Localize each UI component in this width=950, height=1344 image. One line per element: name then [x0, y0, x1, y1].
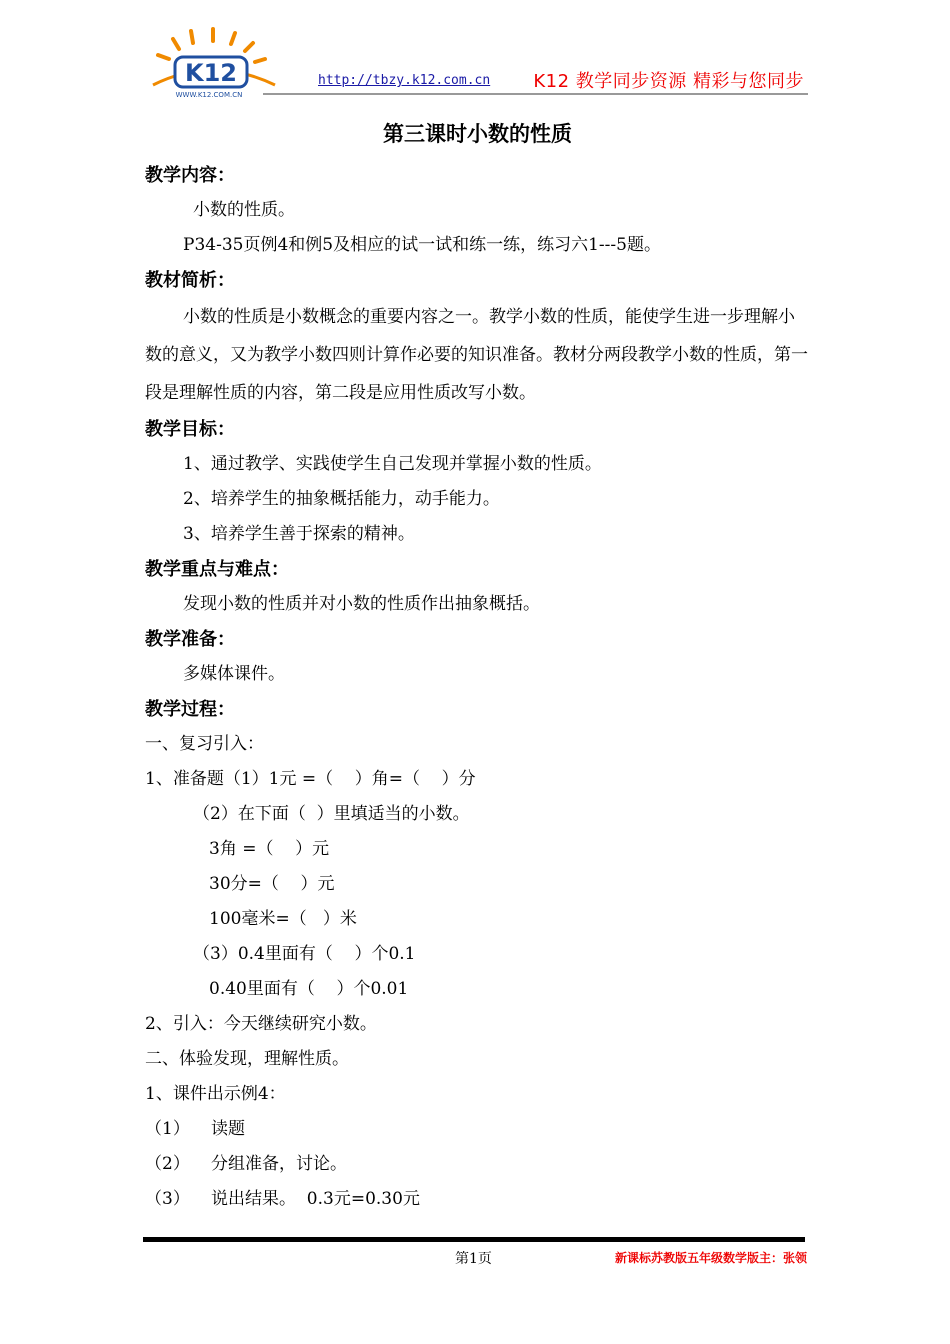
keypoint-text: 发现小数的性质并对小数的性质作出抽象概括。	[183, 594, 540, 614]
list-item-text: 分组准备，讨论。	[211, 1154, 347, 1174]
page-number: 第1页	[455, 1251, 492, 1267]
question-2c: 100毫米=（ ）米	[209, 909, 357, 929]
question-3: （3）0.4里面有（ ）个0.1	[193, 944, 416, 964]
process-part-2: 二、体验发现，理解性质。	[145, 1049, 349, 1069]
header-slogan: K12 教学同步资源 精彩与您同步	[533, 71, 804, 92]
list-item-number: （1）	[145, 1119, 190, 1139]
heading-analysis: 教材简析：	[145, 270, 235, 291]
list-item	[145, 1112, 810, 1147]
list-item-number: （2）	[145, 1154, 190, 1174]
list-item-text: 说出结果。 0.3元=0.30元	[211, 1189, 420, 1209]
heading-keypoints: 教学重点与难点：	[145, 559, 289, 580]
list-item	[145, 1182, 810, 1217]
header-url-link[interactable]: http://tbzy.k12.com.cn	[318, 73, 491, 88]
preparation-text: 多媒体课件。	[183, 664, 285, 684]
document-title: 第三课时小数的性质	[383, 122, 572, 146]
footer-note: 新课标苏教版五年级数学版主：张领	[614, 1251, 807, 1265]
k12-logo	[143, 25, 278, 100]
header-divider	[263, 93, 808, 95]
example-4-line: 1、课件出示例4：	[145, 1084, 286, 1104]
svg-text:K12: K12	[185, 59, 237, 87]
question-2b: 30分=（ ）元	[209, 874, 335, 894]
analysis-paragraph: 小数的性质是小数概念的重要内容之一。教学小数的性质，能使学生进一步理解小数的意义，又为教学小数四则计算作必要的知识准备。教材分两段教学小数的性质，第一段是理解性质的内容，第二段是应用性质改写小数。	[145, 307, 808, 403]
process-part-1: 一、复习引入：	[145, 734, 264, 754]
heading-content: 教学内容：	[145, 165, 235, 186]
content-line-1: 小数的性质。	[193, 200, 295, 220]
svg-text:WWW.K12.COM.CN: WWW.K12.COM.CN	[175, 91, 243, 99]
heading-process: 教学过程：	[145, 699, 235, 720]
question-3b: 0.40里面有（ ）个0.01	[209, 979, 409, 999]
intro-line: 2、引入：今天继续研究小数。	[145, 1014, 377, 1034]
question-2: （2）在下面（ ）里填适当的小数。	[193, 804, 470, 824]
list-item-text: 读题	[211, 1119, 245, 1139]
footer-divider	[143, 1237, 805, 1242]
page-header	[143, 25, 808, 100]
goal-item: 2、培养学生的抽象概括能力，动手能力。	[183, 489, 500, 509]
question-2a: 3角 =（ ）元	[209, 839, 330, 859]
heading-preparation: 教学准备：	[145, 629, 235, 650]
list-item	[145, 1147, 810, 1182]
document-body	[145, 118, 810, 1217]
list-item-number: （3）	[145, 1189, 190, 1209]
question-1: 1、准备题（1）1元 =（ ）角=（ ）分	[145, 769, 476, 789]
content-line-2: P34-35页例4和例5及相应的试一试和练一练，练习六1---5题。	[183, 235, 661, 255]
goal-item: 3、培养学生善于探索的精神。	[183, 524, 415, 544]
goal-item: 1、通过教学、实践使学生自己发现并掌握小数的性质。	[183, 454, 602, 474]
heading-goals: 教学目标：	[145, 419, 235, 440]
